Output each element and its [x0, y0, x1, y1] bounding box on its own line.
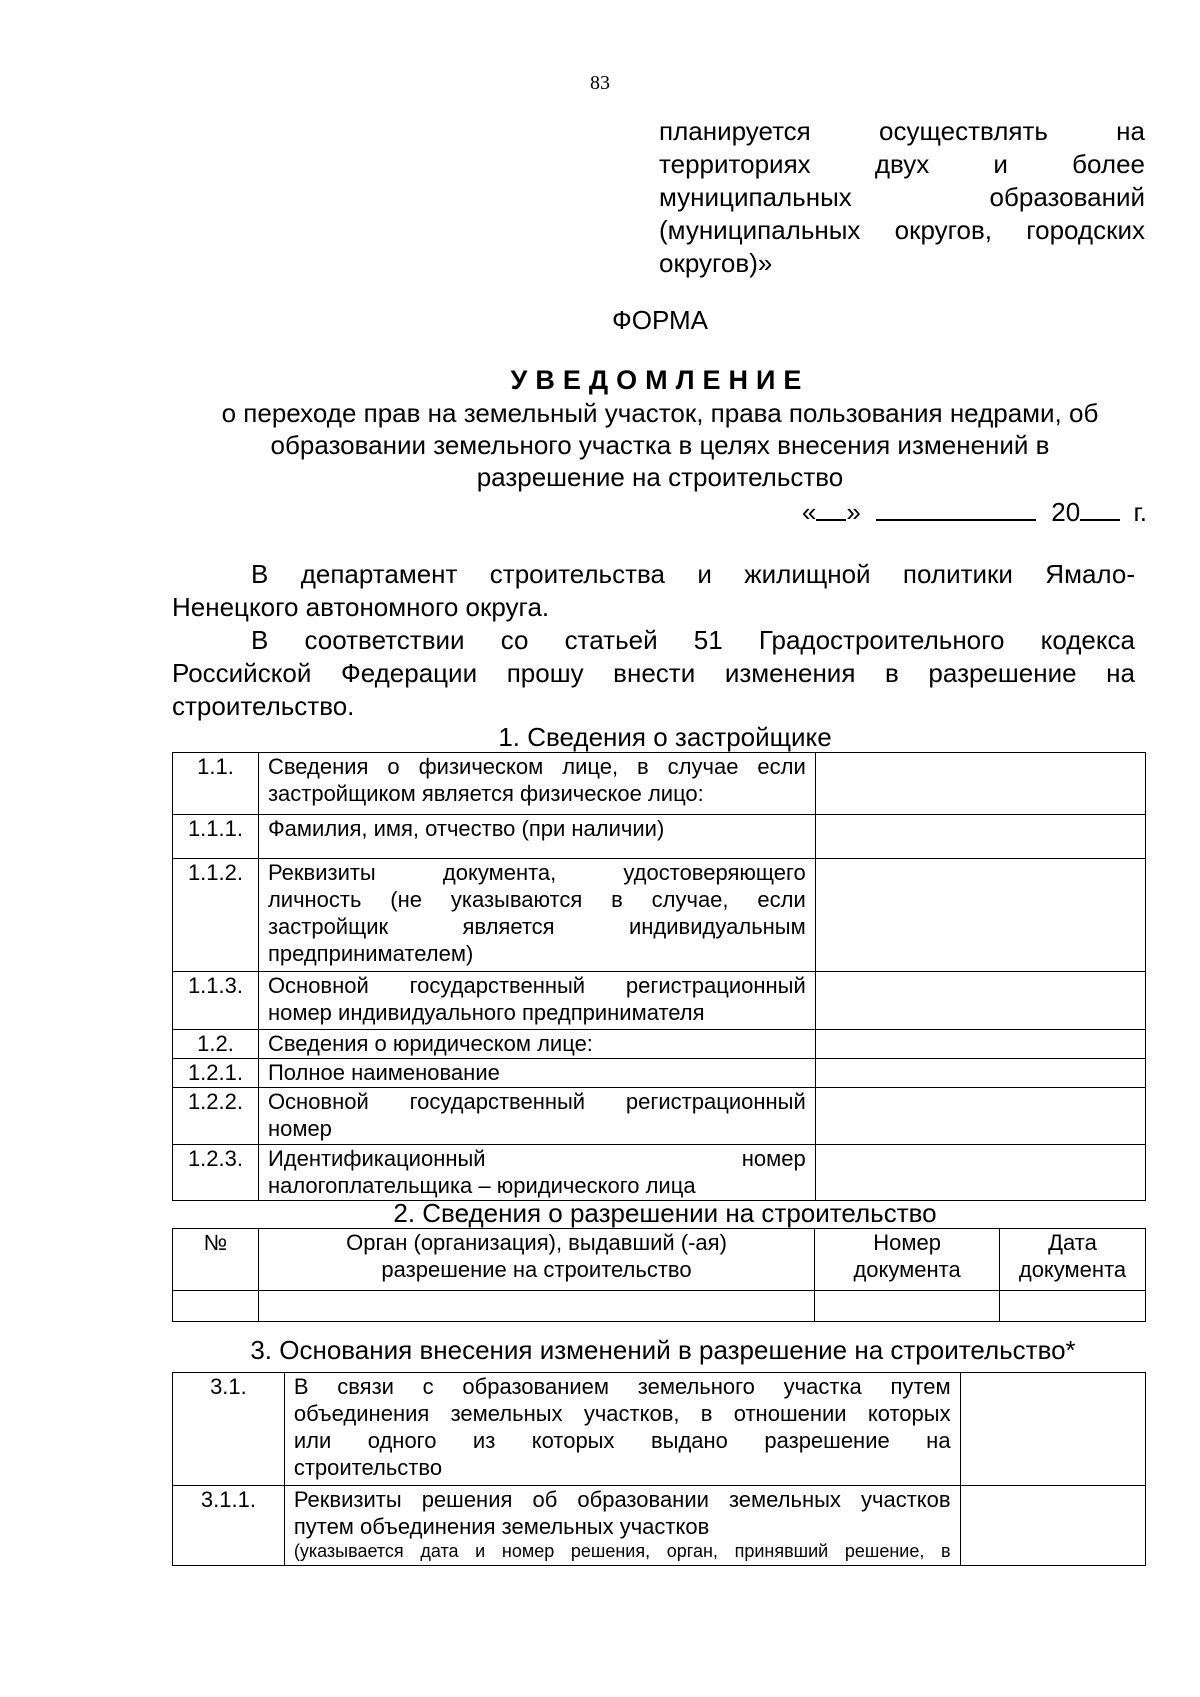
date-open-quote: «: [801, 497, 817, 527]
table-row: [173, 815, 1146, 859]
header-line: документа: [853, 1257, 961, 1282]
description-line: Сведения о физическом лице, в случае если: [267, 754, 806, 779]
description-line: налогоплательщика – юридического лица: [267, 1173, 696, 1198]
developer-info-table: [172, 752, 1146, 1201]
description-line: предпринимателем): [267, 941, 474, 966]
description-line: номер: [267, 1116, 332, 1141]
appendix-line: планируется осуществлять на: [659, 116, 1145, 146]
appendix-line: муниципальных образований: [659, 182, 1145, 212]
day-field[interactable]: [816, 497, 846, 521]
row-description: [258, 1145, 815, 1201]
notice-title: УВЕДОМЛЕНИЕ: [510, 365, 810, 395]
value-cell[interactable]: [173, 1291, 259, 1322]
value-cell[interactable]: [815, 1030, 1145, 1059]
header-line: Орган (организация), выдавший (-ая): [346, 1230, 727, 1255]
value-cell[interactable]: [815, 753, 1145, 815]
table-row: [173, 1030, 1146, 1059]
table-row: [173, 1373, 1146, 1486]
description-line: Основной государственный регистрационный: [267, 1089, 806, 1114]
year-field[interactable]: [1080, 497, 1120, 521]
paragraph-line: строительство.: [172, 691, 355, 721]
header-line: разрешение на строительство: [381, 1257, 692, 1282]
description-line: объединения земельных участков, в отношении которых: [293, 1401, 951, 1426]
row-number: 1.2.2.: [173, 1088, 259, 1145]
row-number: 3.1.: [173, 1373, 285, 1486]
column-header-doc-number: [815, 1229, 1000, 1291]
description-line: Реквизиты документа, удостоверяющего: [267, 860, 806, 885]
page-number: 83: [590, 72, 610, 94]
row-number: 1.1.3.: [173, 972, 259, 1030]
table-row: [173, 753, 1146, 815]
value-cell[interactable]: [815, 1059, 1145, 1088]
row-description: [258, 815, 815, 859]
description-line: Основной государственный регистрационный: [267, 973, 806, 998]
table-row: [173, 972, 1146, 1030]
form-label: ФОРМА: [611, 305, 709, 335]
row-number: 1.1.: [173, 753, 259, 815]
header-line: Дата: [1048, 1230, 1097, 1255]
description-line: застройщик является индивидуальным: [267, 914, 806, 939]
section-1-title: 1. Сведения о застройщике: [498, 722, 832, 752]
row-description: [258, 972, 815, 1030]
appendix-reference: [659, 115, 1145, 280]
section-3-title: 3. Основания внесения изменений в разрешение на строительство*: [250, 1335, 1076, 1365]
month-field[interactable]: [876, 497, 1036, 521]
value-cell[interactable]: [1000, 1291, 1146, 1322]
table-row: [173, 859, 1146, 972]
date-close-quote: »: [846, 497, 861, 527]
table-header-row: [173, 1229, 1146, 1291]
description-line: или одного из которых выдано разрешение на: [293, 1428, 951, 1453]
description-line: Идентификационный номер: [267, 1146, 806, 1171]
value-cell[interactable]: [815, 1291, 1000, 1322]
table-row: [173, 1059, 1146, 1088]
section-2-title: 2. Сведения о разрешении на строительство: [393, 1198, 937, 1228]
row-description: [258, 753, 815, 815]
change-grounds-table: [172, 1372, 1146, 1566]
column-header-number: №: [173, 1229, 259, 1291]
column-header-doc-date: [1000, 1229, 1146, 1291]
row-description: [284, 1486, 960, 1566]
description-line: Реквизиты решения об образовании земельных участков: [293, 1487, 951, 1512]
description-line: Сведения о юридическом лице:: [267, 1031, 593, 1056]
value-cell[interactable]: [960, 1486, 1145, 1566]
header-line: Номер: [873, 1230, 941, 1255]
addressee-paragraph: [172, 558, 1135, 624]
year-prefix: 20: [1051, 497, 1081, 527]
value-cell[interactable]: [960, 1373, 1145, 1486]
row-number: 1.2.: [173, 1030, 259, 1059]
value-cell[interactable]: [815, 859, 1145, 972]
row-description: [258, 859, 815, 972]
row-number: 3.1.1.: [173, 1486, 285, 1566]
row-number: 1.2.3.: [173, 1145, 259, 1201]
appendix-line: территориях двух и более: [659, 149, 1145, 179]
paragraph-line: Российской Федерации прошу внести изменения в разрешение на: [172, 658, 1135, 688]
paragraph-line: Ненецкого автономного округа.: [172, 592, 550, 622]
column-header-organ: [258, 1229, 814, 1291]
header-line: документа: [1018, 1257, 1127, 1282]
row-description: [258, 1030, 815, 1059]
description-line: застройщиком является физическое лицо:: [267, 781, 704, 806]
description-line: Фамилия, имя, отчество (при наличии): [267, 816, 665, 841]
description-line: путем объединения земельных участков: [293, 1514, 710, 1539]
description-line: личность (не указываются в случае, если: [267, 887, 806, 912]
appendix-line: округов)»: [659, 248, 773, 278]
date-line: [802, 497, 1147, 528]
description-note: (указывается дата и номер решения, орган, принявший решение, в: [293, 1541, 951, 1561]
row-number: 1.2.1.: [173, 1059, 259, 1088]
table-row: [173, 1088, 1146, 1145]
description-line: Полное наименование: [267, 1060, 500, 1085]
row-number: 1.1.1.: [173, 815, 259, 859]
value-cell[interactable]: [815, 1145, 1145, 1201]
notice-subtitle: [160, 397, 1160, 493]
row-description: [258, 1088, 815, 1145]
subtitle-line: о переходе прав на земельный участок, права пользования недрами, об: [221, 398, 1099, 428]
appendix-line: (муниципальных округов, городских: [659, 215, 1145, 245]
paragraph-line: В соответствии со статьей 51 Градостроительного кодекса: [251, 625, 1135, 655]
value-cell[interactable]: [815, 972, 1145, 1030]
value-cell[interactable]: [815, 1088, 1145, 1145]
description-line: номер индивидуального предпринимателя: [267, 1000, 705, 1025]
description-line: В связи с образованием земельного участка путем: [293, 1374, 951, 1399]
year-suffix: г.: [1133, 497, 1147, 527]
row-number: 1.1.2.: [173, 859, 259, 972]
description-line: строительство: [293, 1455, 443, 1480]
subtitle-line: разрешение на строительство: [476, 462, 844, 492]
table-row: [173, 1291, 1146, 1322]
subtitle-line: образовании земельного участка в целях внесения изменений в: [270, 430, 1050, 460]
value-cell[interactable]: [258, 1291, 814, 1322]
row-description: [284, 1373, 960, 1486]
request-paragraph: [172, 624, 1135, 723]
row-description: [258, 1059, 815, 1088]
table-row: [173, 1486, 1146, 1566]
paragraph-line: В департамент строительства и жилищной политики Ямало-: [251, 559, 1135, 589]
value-cell[interactable]: [815, 815, 1145, 859]
table-row: [173, 1145, 1146, 1201]
permit-info-table: [172, 1228, 1146, 1322]
